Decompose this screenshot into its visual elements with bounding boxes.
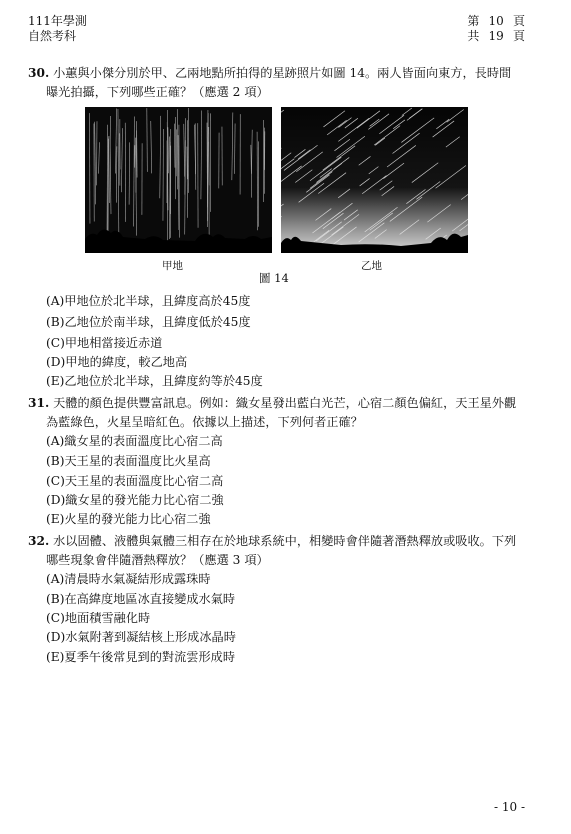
q32-option-c: (C)地面積雪融化時: [46, 611, 151, 625]
q32-option-a: (A)清晨時水氣凝結形成露珠時: [46, 572, 211, 586]
question-31-stem-cont: 為藍綠色，火星呈暗紅色。依據以上描述，下列何者正確？: [46, 415, 363, 429]
question-30-stem-cont: 曝光拍攝，下列哪些正確？（應選 2 項）: [46, 85, 269, 99]
q31-option-b: (B)天王星的表面溫度比火星高: [46, 454, 211, 468]
q31-option-a: (A)織女星的表面溫度比心宿二高: [46, 434, 223, 448]
question-30-stem: 30. 小蕙與小傑分別於甲、乙兩地點所拍得的星跡照片如圖 14。兩人皆面向東方，長時間: [28, 66, 512, 80]
subject-title: 自然考科: [28, 29, 77, 43]
q30-option-a: (A)甲地位於北半球，且緯度高於45度: [46, 294, 251, 308]
page-number: - 10 -: [493, 800, 525, 814]
q30-option-e: (E)乙地位於北半球，且緯度約等於45度: [46, 374, 263, 388]
q32-option-e: (E)夏季午後常見到的對流雲形成時: [46, 650, 236, 664]
header-right: [467, 14, 525, 44]
star-trail-photo-yi: [281, 107, 468, 253]
q30-option-d: (D)甲地的緯度，較乙地高: [46, 355, 188, 369]
q31-option-c: (C)天王星的表面溫度比心宿二高: [46, 474, 224, 488]
total-pages-indicator: 共 19 頁: [467, 29, 525, 43]
q32-option-b: (B)在高緯度地區冰直接變成水氣時: [46, 592, 236, 606]
page-indicator: 第 10 頁: [467, 14, 525, 28]
q32-option-d: (D)水氣附著到凝結核上形成冰晶時: [46, 630, 236, 644]
question-number: 32.: [28, 534, 50, 548]
exam-title: 111年學測: [28, 14, 87, 28]
q30-option-b: (B)乙地位於南半球，且緯度低於45度: [46, 315, 251, 329]
question-32-stem-cont: 哪些現象會伴隨潛熱釋放？（應選 3 項）: [46, 553, 269, 567]
question-number: 30.: [28, 66, 50, 80]
q31-option-e: (E)火星的發光能力比心宿二強: [46, 512, 211, 526]
figure-caption-jia: 甲地: [162, 260, 183, 272]
q31-option-d: (D)織女星的發光能力比心宿二強: [46, 493, 224, 507]
q30-option-c: (C)甲地相當接近赤道: [46, 336, 163, 350]
figure-title: 圖 14: [259, 271, 289, 285]
question-number: 31.: [28, 396, 50, 410]
figure-caption-yi: 乙地: [361, 260, 382, 272]
header-left: [28, 14, 87, 44]
star-trail-photo-jia: [85, 107, 272, 253]
question-32-stem: 32. 水以固體、液體與氣體三相存在於地球系統中，相變時會伴隨著潛熱釋放或吸收。下列: [28, 534, 517, 548]
question-31-stem: 31. 天體的顏色提供豐富訊息。例如：織女星發出藍白光芒，心宿二顏色偏紅，天王星外觀: [28, 396, 517, 410]
